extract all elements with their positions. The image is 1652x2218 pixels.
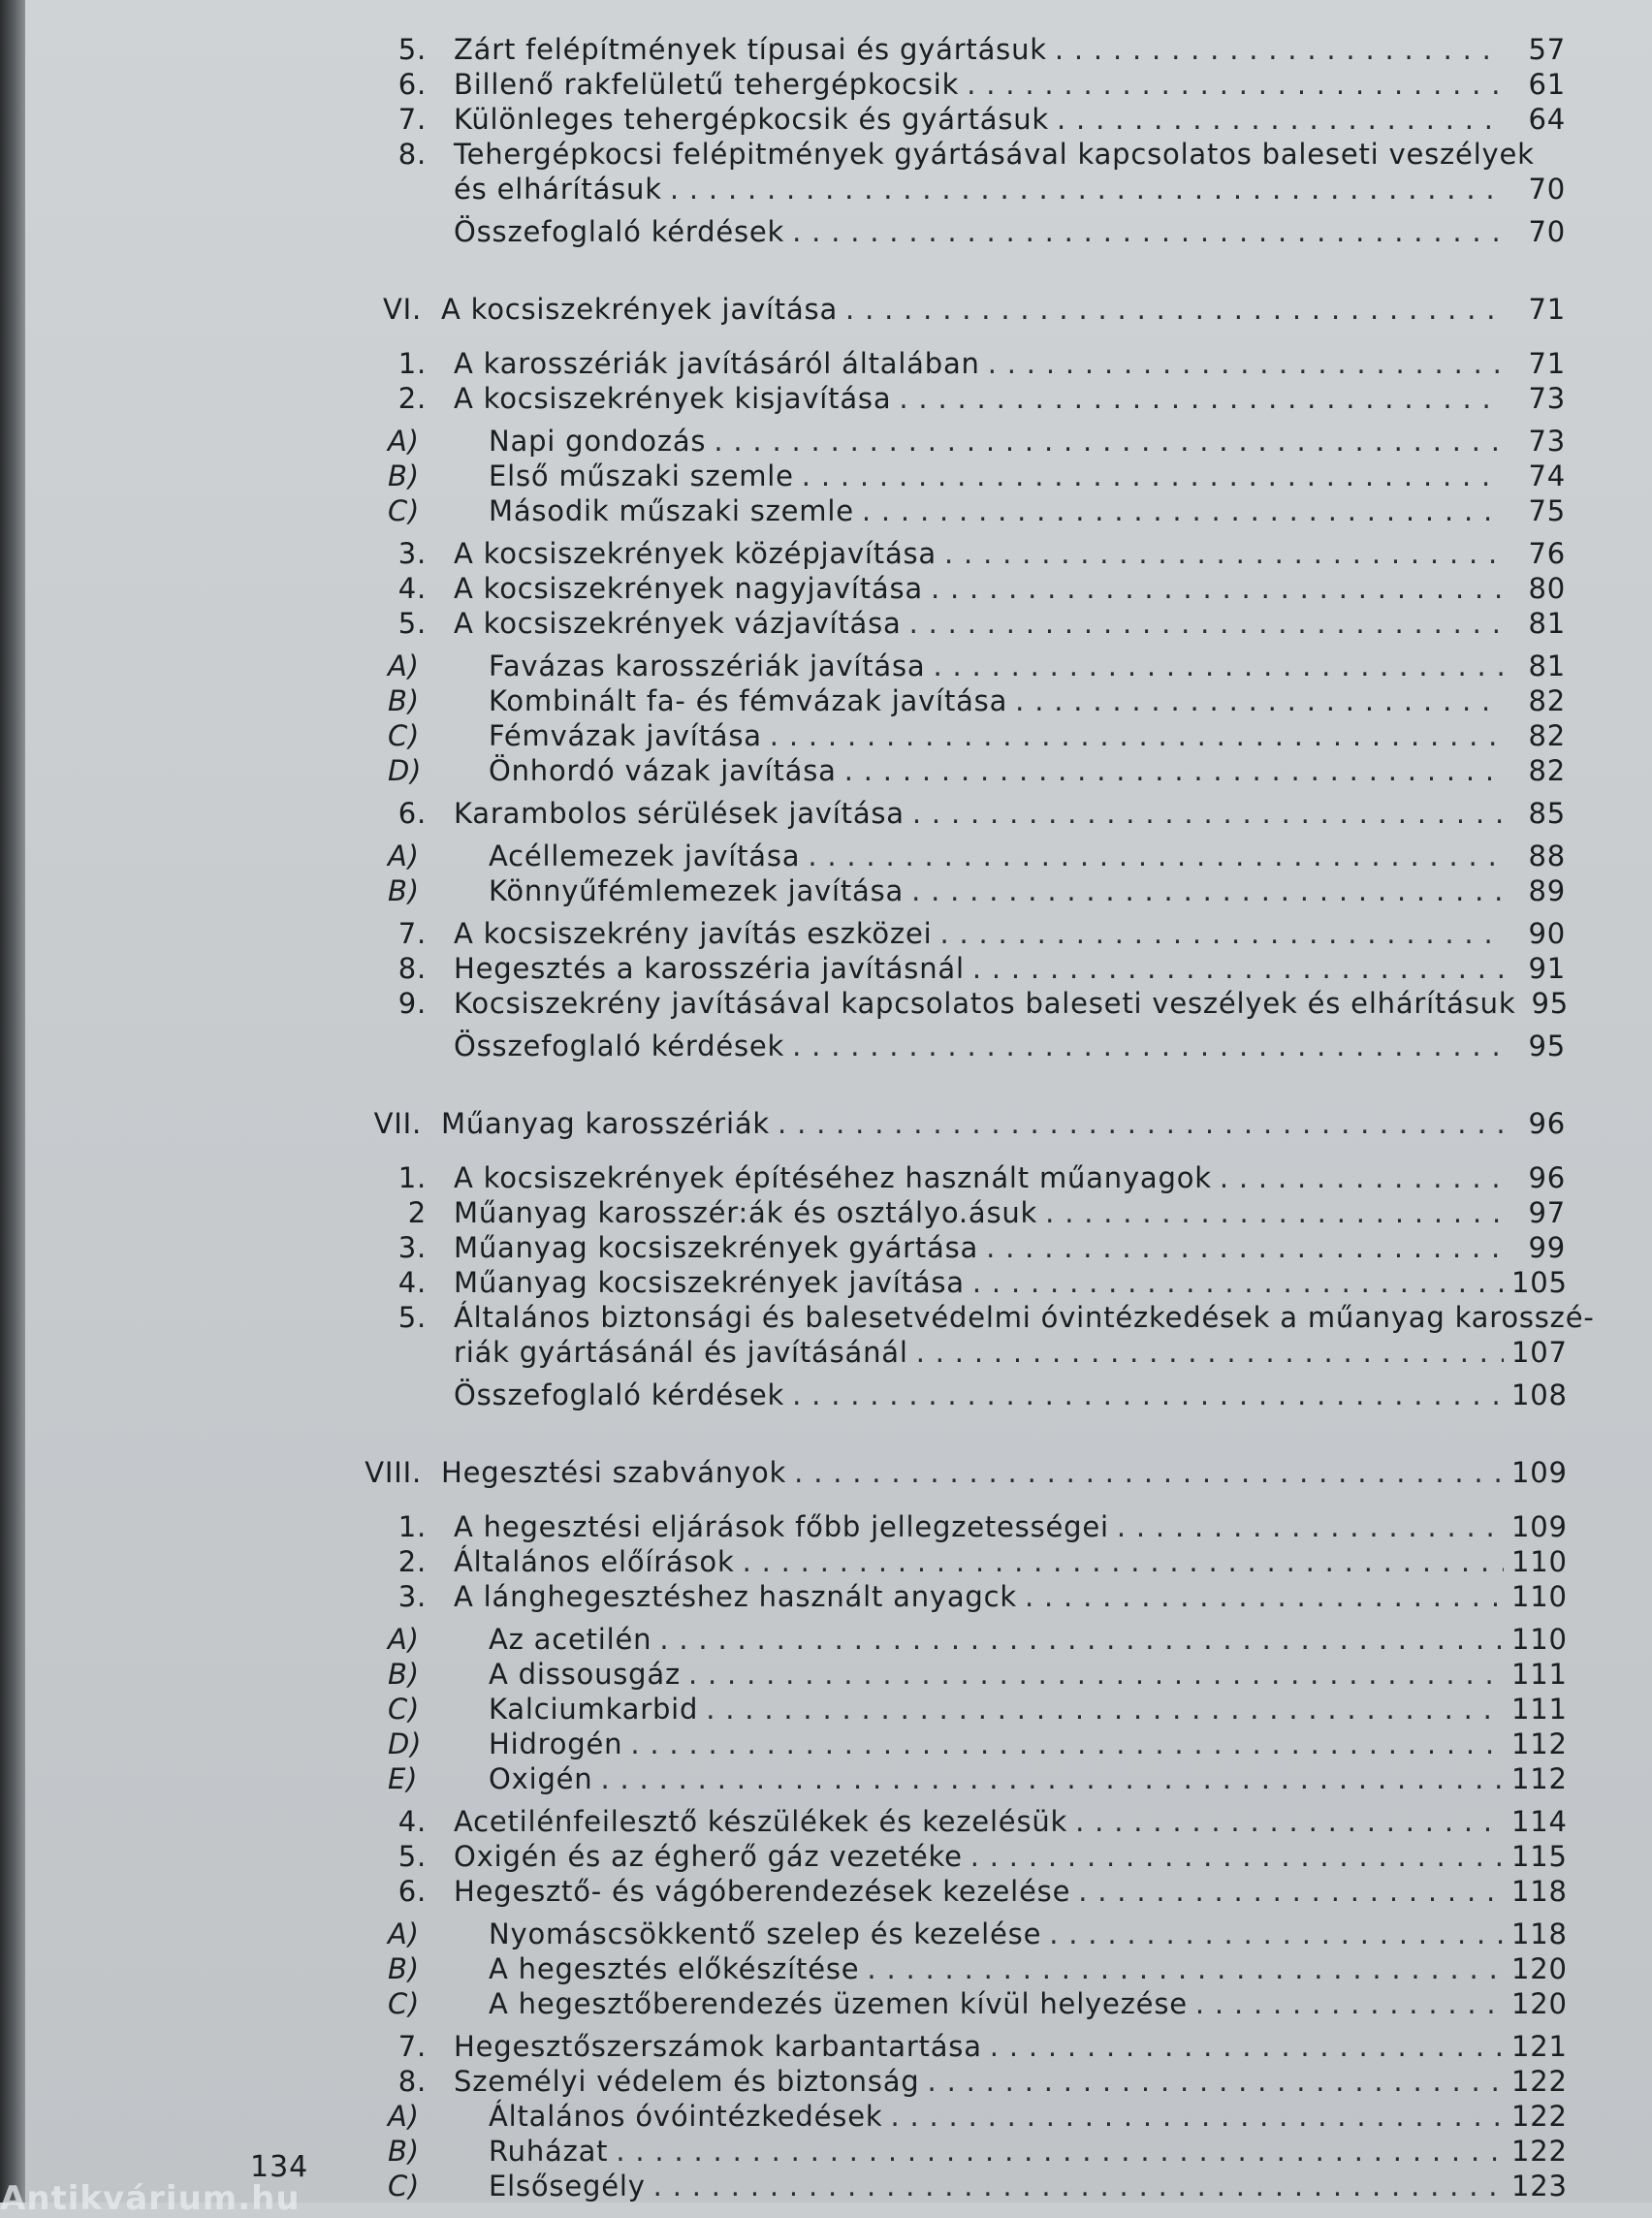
toc-entry [330,719,1566,754]
toc-entry [330,382,1566,417]
toc-entry [330,1952,1566,1987]
toc-entry [330,347,1566,382]
toc-entry-page: 96 [1528,1107,1566,1140]
dot-leader [792,1030,1504,1062]
toc-entry-number: 2. [397,382,427,415]
toc-entry [330,1987,1566,2022]
dot-leader [616,2135,1504,2168]
toc-entry-number: B) [388,1658,420,1691]
dot-leader [933,650,1504,682]
toc-entry-number: 6. [397,68,427,101]
toc-entry-title-line: Általános biztonsági és balesetvédelmi óvintézkedések a műanyag karosszé- [454,1301,1595,1334]
toc-entry [330,1693,1566,1727]
dot-leader [986,1231,1504,1264]
toc-entry-page: 107 [1511,1336,1568,1369]
toc-entry-title: Hegesztés a karosszéria javításnál [454,952,965,985]
toc-entry-number: 6. [397,1875,427,1908]
toc-entry [330,459,1566,494]
toc-entry [330,1727,1566,1762]
toc-entry-number: A) [388,840,420,872]
toc-entry-title: Hegesztési szabványok [441,1456,787,1489]
toc-entry-title: Kombinált fa- és fémvázak javítása [489,684,1008,717]
toc-entry-title: Műanyag kocsiszekrények gyártása [454,1231,979,1264]
dot-leader [909,607,1504,640]
toc-entry-title: Összefoglaló kérdések [454,1378,785,1411]
dot-leader [630,1727,1504,1760]
toc-entry-number: 3. [397,537,427,570]
dot-leader [970,1840,1504,1873]
toc-entry-page: 110 [1511,1580,1568,1613]
dot-leader [862,494,1504,527]
toc-entry [330,494,1566,529]
toc-entry-title: Könnyűfémlemezek javítása [489,874,905,907]
dot-leader [990,2030,1504,2063]
toc-entry-page: 81 [1528,650,1566,682]
toc-entry [330,874,1566,909]
toc-entry-page: 121 [1511,2030,1568,2063]
toc-entry [330,1917,1566,1952]
toc-entry-number: 3. [397,1580,427,1613]
dot-leader [1055,33,1504,66]
toc-entry-number: B) [388,459,420,492]
toc-entry-title-line: Tehergépkocsi felépitmények gyártásával kapcsolatos baleseti veszélyek [454,138,1535,171]
toc-entry-title: és elhárításuk [454,173,662,206]
dot-leader [928,2065,1504,2098]
dot-leader [890,2100,1504,2133]
toc-entry-page: 105 [1511,1266,1568,1299]
toc-entry-number: C) [388,719,421,752]
toc-entry [330,684,1566,719]
toc-entry-number: A) [388,1623,420,1656]
toc-entry-number: 4. [397,572,427,605]
toc-entry [330,650,1566,684]
toc-entry-title: Különleges tehergépkocsik és gyártásuk [454,103,1049,136]
dot-leader [743,1545,1504,1578]
toc-entry [330,2100,1566,2135]
toc-entry-title: A kocsiszekrények építéséhez használt műanyagok [454,1161,1212,1194]
toc-entry-page: 122 [1511,2100,1568,2133]
toc-entry-page: 82 [1528,754,1566,787]
toc-entry-number: 3. [397,1231,427,1264]
toc-entry [330,840,1566,874]
toc-entry [330,797,1566,832]
toc-entry-title: Általános óvóintézkedések [489,2100,883,2133]
toc-entry-page: 120 [1511,1987,1568,2020]
dot-leader [916,1336,1504,1369]
toc-entry-page: 111 [1511,1693,1568,1726]
dot-leader [1078,1875,1504,1908]
toc-entry-title: A lánghegesztéshez használt anyagck [454,1580,1017,1613]
toc-entry-page: 82 [1528,684,1566,717]
toc-entry-title: Hegesztőszerszámok karbantartása [454,2030,982,2063]
toc-entry-page: 80 [1528,572,1566,605]
toc-entry-page: 64 [1528,103,1566,136]
toc-entry-number: 1. [397,1161,427,1194]
toc-entry-page: 110 [1511,1545,1568,1578]
toc-entry-number: C) [388,494,421,527]
dot-leader [706,1693,1504,1726]
toc-entry-page: 118 [1511,1875,1568,1908]
toc-entry-title: Műanyag kocsiszekrények javítása [454,1266,965,1299]
dot-leader [1025,1580,1504,1613]
toc-entry [330,68,1566,103]
dot-leader [912,797,1504,830]
toc-entry [330,33,1566,68]
toc-entry-number: A) [388,1917,420,1950]
toc-entry [330,103,1566,138]
toc-entry [330,215,1566,250]
toc-entry-number: 1. [397,1510,427,1543]
toc-entry-number: E) [388,1762,419,1795]
toc-entry [330,952,1566,987]
toc-entry-number: 5. [397,1840,427,1873]
toc-entry-number: VIII. [365,1456,422,1489]
toc-entry [330,1196,1566,1231]
toc-entry-title: A karosszériák javításáról általában [454,347,980,380]
toc-entry-title: Billenő rakfelületű tehergépkocsik [454,68,960,101]
toc-entry-title: Kocsiszekrény javításával kapcsolatos baleseti veszélyek és elhárításuk [454,987,1516,1020]
dot-leader [931,572,1504,605]
dot-leader [899,382,1504,415]
dot-leader [1195,1987,1504,2020]
toc-entry-number: 8. [397,138,427,171]
toc-entry-title: A kocsiszekrény javítás eszközei [454,917,933,950]
toc-entry-page: 109 [1511,1456,1568,1489]
toc-entry-page: 90 [1528,917,1566,950]
dot-leader [944,537,1504,570]
dot-leader [972,1266,1504,1299]
dot-leader [1049,1917,1504,1950]
toc-entry-title: A hegesztés előkészítése [489,1952,860,1985]
toc-entry-title: Összefoglaló kérdések [454,1030,785,1062]
dot-leader [1220,1161,1504,1194]
dot-leader [911,874,1504,907]
toc-entry-number: B) [388,1952,420,1985]
page-number: 134 [250,2150,309,2184]
toc-entry-page: 91 [1528,952,1566,985]
toc-entry-title: Napi gondozás [489,425,707,458]
toc-entry-number: B) [388,2135,420,2168]
toc-entry-number: C) [388,1987,421,2020]
toc-entry-title: A kocsiszekrények javítása [441,293,839,326]
toc-entry [330,1805,1566,1840]
toc-entry [330,537,1566,572]
toc-entry-title: riák gyártásánál és javításánál [454,1336,908,1369]
toc-entry-page: 88 [1528,840,1566,872]
toc-entry [330,1623,1566,1658]
dot-leader [844,754,1504,787]
dot-leader [600,1762,1504,1795]
toc-entry [330,572,1566,607]
toc-entry [330,754,1566,789]
toc-entry [330,1107,1566,1142]
toc-entry-page: 109 [1511,1510,1568,1543]
toc-entry-number: VI. [382,293,422,326]
toc-entry-number: B) [388,684,420,717]
toc-entry-page: 111 [1511,1658,1568,1691]
dot-leader [1057,103,1504,136]
toc-entry [330,293,1566,328]
toc-entry-title: Műanyag karosszériák [441,1107,771,1140]
toc-entry-title: Favázas karosszériák javítása [489,650,926,682]
toc-entry [330,2065,1566,2100]
dot-leader [792,1378,1504,1411]
toc-entry-number: A) [388,650,420,682]
dot-leader [688,1658,1504,1691]
toc-entry-title: Karambolos sérülések javítása [454,797,905,830]
dot-leader [867,1952,1504,1985]
toc-entry-number: 6. [397,797,427,830]
toc-entry-number: 2 [407,1196,427,1229]
toc-entry [330,987,1569,1022]
toc-entry-page: 95 [1528,1030,1566,1062]
toc-entry-number: C) [388,2170,421,2202]
dot-leader [972,952,1504,985]
toc-entry-title: A dissousgáz [489,1658,681,1691]
toc-entry-page: 108 [1511,1378,1568,1411]
toc-entry-number: 9. [397,987,427,1020]
toc-entry-title: Az acetilén [489,1623,652,1656]
toc-entry-title: Önhordó vázak javítása [489,754,837,787]
toc-entry-number: C) [388,1693,421,1726]
toc-entry-title: Oxigén [489,1762,593,1795]
toc-entry [330,1840,1566,1875]
toc-entry-title: Elsősegély [489,2170,646,2202]
toc-entry-number: 4. [397,1805,427,1838]
toc-entry-number: 2. [397,1545,427,1578]
toc-entry-page: 97 [1528,1196,1566,1229]
toc-entry [330,1875,1566,1910]
dot-leader [967,68,1504,101]
toc-entry [330,1266,1566,1301]
dot-leader [794,1456,1504,1489]
toc-entry-page: 70 [1528,173,1566,206]
toc-entry-page: 73 [1528,425,1566,458]
toc-entry-number: B) [388,874,420,907]
toc-entry [330,1231,1566,1266]
watermark-text: Antikvárium.hu [0,2179,301,2218]
toc-entry [330,138,1566,207]
toc-entry [330,607,1566,642]
toc-entry-title: Második műszaki szemle [489,494,854,527]
toc-entry-page: 110 [1511,1623,1568,1656]
toc-entry-number: 7. [397,917,427,950]
toc-entry [330,1378,1566,1413]
table-of-contents [330,33,1595,2204]
toc-entry-page: 61 [1528,68,1566,101]
toc-entry-number: 5. [397,607,427,640]
toc-entry-page: 95 [1531,987,1569,1020]
toc-entry-number: 5. [397,1301,427,1334]
toc-entry-page: 120 [1511,1952,1568,1985]
toc-entry-title: Hegesztő- és vágóberendezések kezelése [454,1875,1071,1908]
toc-entry-number: A) [388,425,420,458]
toc-entry-page: 96 [1528,1161,1566,1194]
toc-entry-title: A kocsiszekrények vázjavítása [454,607,902,640]
toc-entry [330,425,1566,459]
toc-entry [330,2170,1566,2204]
toc-entry-number: 5. [397,33,427,66]
toc-entry-title: Fémvázak javítása [489,719,762,752]
toc-entry-page: 82 [1528,719,1566,752]
toc-entry [330,1030,1566,1064]
dot-leader [778,1107,1504,1140]
toc-entry-title: Műanyag karosszér:ák és osztályo.ásuk [454,1196,1038,1229]
toc-entry-title: Acetilénfeilesztő készülékek és kezelésük [454,1805,1068,1838]
toc-entry [330,1658,1566,1693]
toc-entry-page: 71 [1528,293,1566,326]
toc-entry-number: 8. [397,2065,427,2098]
dot-leader [792,215,1504,248]
book-spine-shadow [0,0,25,2202]
dot-leader [770,719,1504,752]
toc-entry-page: 122 [1511,2065,1568,2098]
toc-entry [330,1161,1566,1196]
toc-entry-title: Személyi védelem és biztonság [454,2065,920,2098]
dot-leader [1045,1196,1504,1229]
toc-entry-title: Ruházat [489,2135,609,2168]
toc-entry-number: 4. [397,1266,427,1299]
toc-entry-page: 123 [1511,2170,1568,2202]
toc-entry-page: 85 [1528,797,1566,830]
toc-entry-title: Általános előírások [454,1545,735,1578]
toc-entry-number: VII. [373,1107,422,1140]
toc-entry-title: A kocsiszekrények nagyjavítása [454,572,923,605]
toc-entry-title: A kocsiszekrények kisjavítása [454,382,892,415]
dot-leader [714,425,1504,458]
toc-entry-page: 89 [1528,874,1566,907]
toc-entry-page: 112 [1511,1727,1568,1760]
dot-leader [659,1623,1504,1656]
toc-entry [330,1456,1566,1491]
dot-leader [1117,1510,1504,1543]
toc-entry-title: Hidrogén [489,1727,623,1760]
dot-leader [802,459,1504,492]
toc-entry [330,2030,1566,2065]
toc-entry-page: 114 [1511,1805,1568,1838]
toc-entry-page: 115 [1511,1840,1568,1873]
toc-entry [330,1580,1566,1615]
toc-entry-title: Összefoglaló kérdések [454,215,785,248]
toc-entry-number: 7. [397,103,427,136]
toc-entry [330,1510,1566,1545]
dot-leader [845,293,1504,326]
toc-entry [330,1545,1566,1580]
toc-entry-page: 112 [1511,1762,1568,1795]
toc-entry-title: Oxigén és az égherő gáz vezetéke [454,1840,963,1873]
dot-leader [653,2170,1504,2202]
toc-entry-page: 118 [1511,1917,1568,1950]
toc-entry-page: 74 [1528,459,1566,492]
toc-entry-page: 70 [1528,215,1566,248]
toc-entry-number: 1. [397,347,427,380]
toc-entry [330,1301,1595,1371]
toc-entry-number: D) [388,1727,423,1760]
toc-entry-number: 7. [397,2030,427,2063]
toc-entry-number: D) [388,754,423,787]
toc-entry-page: 76 [1528,537,1566,570]
toc-entry-page: 73 [1528,382,1566,415]
dot-leader [670,173,1504,206]
toc-entry-number: 8. [397,952,427,985]
dot-leader [808,840,1504,872]
toc-entry-title: A kocsiszekrények középjavítása [454,537,937,570]
toc-entry-title: A hegesztési eljárások főbb jellegzetességei [454,1510,1109,1543]
toc-entry-page: 57 [1528,33,1566,66]
toc-entry-page: 81 [1528,607,1566,640]
toc-entry [330,1762,1566,1797]
toc-entry-title: Acéllemezek javítása [489,840,801,872]
toc-entry-title: Zárt felépítmények típusai és gyártásuk [454,33,1047,66]
toc-entry-page: 71 [1528,347,1566,380]
toc-entry-page: 75 [1528,494,1566,527]
toc-entry-title: Nyomáscsökkentő szelep és kezelése [489,1917,1042,1950]
dot-leader [939,917,1504,950]
toc-entry-title: Kalciumkarbid [489,1693,699,1726]
dot-leader [988,347,1504,380]
dot-leader [1015,684,1504,717]
dot-leader [1075,1805,1504,1838]
toc-entry-page: 122 [1511,2135,1568,2168]
toc-entry [330,2135,1566,2170]
toc-entry [330,917,1566,952]
toc-entry-title: A hegesztőberendezés üzemen kívül helyezése [489,1987,1188,2020]
toc-entry-title: Első műszaki szemle [489,459,794,492]
toc-entry-page: 99 [1528,1231,1566,1264]
toc-entry-number: A) [388,2100,420,2133]
